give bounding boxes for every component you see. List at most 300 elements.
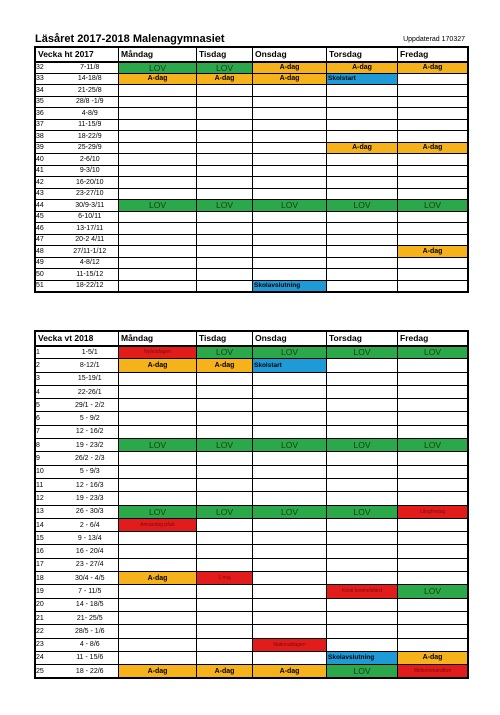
week-dates: 20-2 4/11 <box>62 234 119 246</box>
day-cell-empty <box>327 234 398 246</box>
day-cell-empty <box>119 269 197 281</box>
day-cell-empty <box>119 372 197 385</box>
table-row <box>36 598 468 611</box>
day-cell-empty <box>398 412 468 425</box>
table-row <box>36 246 468 258</box>
day-cell-empty <box>119 131 197 143</box>
day-cell-empty <box>119 85 197 97</box>
day-cell-empty <box>253 399 327 412</box>
week-number: 12 <box>36 492 62 505</box>
day-cell-empty <box>119 598 197 611</box>
day-cell-empty <box>398 154 468 166</box>
week-number: 24 <box>36 651 62 664</box>
week-number: 32 <box>36 62 62 74</box>
week-dates: 30/4 - 4/5 <box>62 572 119 585</box>
day-cell-a: A-dag <box>398 62 468 74</box>
table-row <box>36 425 468 438</box>
day-cell-empty <box>398 131 468 143</box>
day-cell-empty <box>253 85 327 97</box>
week-number: 46 <box>36 223 62 235</box>
day-cell-empty <box>197 465 253 478</box>
day-cell-empty <box>398 359 468 372</box>
week-dates: 16-20/10 <box>62 177 119 189</box>
day-cell-empty <box>327 131 398 143</box>
table-row <box>36 545 468 558</box>
week-dates: 23 - 27/4 <box>62 558 119 571</box>
day-cell-lov: LOV <box>197 505 253 518</box>
week-dates: 14-18/8 <box>62 73 119 85</box>
table-row <box>36 200 468 212</box>
table-row <box>36 412 468 425</box>
day-cell-empty <box>253 154 327 166</box>
day-cell-r: Nyårsdagen <box>119 346 197 359</box>
week-dates: 9-3/10 <box>62 165 119 177</box>
table-header-row <box>36 48 468 62</box>
day-cell-empty <box>119 211 197 223</box>
day-cell-empty <box>253 412 327 425</box>
day-cell-empty <box>327 545 398 558</box>
day-cell-empty <box>119 96 197 108</box>
day-cell-lov: LOV <box>253 439 327 452</box>
day-cell-empty <box>197 518 253 531</box>
week-number: 38 <box>36 131 62 143</box>
week-dates: 30/9-3/11 <box>62 200 119 212</box>
day-cell-lov: LOV <box>119 505 197 518</box>
week-dates: 11-15/12 <box>62 269 119 281</box>
week-number: 17 <box>36 558 62 571</box>
day-cell-lov: LOV <box>197 62 253 74</box>
day-cell-r: Långfredag <box>398 505 468 518</box>
week-number: 22 <box>36 625 62 638</box>
table-row <box>36 572 468 585</box>
week-number: 43 <box>36 188 62 200</box>
day-cell-empty <box>398 211 468 223</box>
day-cell-empty <box>197 585 253 598</box>
day-cell-empty <box>398 188 468 200</box>
table-row <box>36 518 468 531</box>
table-row <box>36 85 468 97</box>
day-cell-empty <box>327 412 398 425</box>
day-cell-empty <box>253 385 327 398</box>
day-cell-lov: LOV <box>253 200 327 212</box>
table-row <box>36 165 468 177</box>
day-cell-empty <box>119 478 197 491</box>
week-dates: 4-8/9 <box>62 108 119 120</box>
day-cell-empty <box>197 412 253 425</box>
column-header-day: Måndag <box>119 48 197 62</box>
table-row <box>36 119 468 131</box>
table-row <box>36 372 468 385</box>
day-cell-a: A-dag <box>327 62 398 74</box>
day-cell-empty <box>197 638 253 651</box>
day-cell-a: A-dag <box>119 73 197 85</box>
week-number: 25 <box>36 665 62 678</box>
day-cell-empty <box>119 188 197 200</box>
day-cell-empty <box>197 234 253 246</box>
day-cell-empty <box>197 651 253 664</box>
column-header-day: Torsdag <box>327 332 398 346</box>
day-cell-empty <box>253 96 327 108</box>
column-header-day: Fredag <box>398 332 468 346</box>
day-cell-empty <box>253 598 327 611</box>
day-cell-empty <box>327 257 398 269</box>
day-cell-empty <box>253 532 327 545</box>
day-cell-lov: LOV <box>398 346 468 359</box>
day-cell-r: Kristi himmelsfärd <box>327 585 398 598</box>
day-cell-lov: LOV <box>197 439 253 452</box>
week-number: 51 <box>36 280 62 292</box>
day-cell-empty <box>253 465 327 478</box>
table-row <box>36 346 468 359</box>
day-cell-empty <box>398 572 468 585</box>
week-number: 10 <box>36 465 62 478</box>
day-cell-empty <box>327 638 398 651</box>
column-header-day: Måndag <box>119 332 197 346</box>
day-cell-empty <box>119 177 197 189</box>
table-row <box>36 505 468 518</box>
day-cell-lov: LOV <box>197 346 253 359</box>
day-cell-empty <box>398 108 468 120</box>
table-row <box>36 131 468 143</box>
day-cell-a: A-dag <box>253 665 327 678</box>
day-cell-empty <box>327 108 398 120</box>
day-cell-empty <box>119 492 197 505</box>
day-cell-empty <box>119 154 197 166</box>
week-number: 40 <box>36 154 62 166</box>
day-cell-empty <box>253 572 327 585</box>
day-cell-empty <box>327 85 398 97</box>
day-cell-empty <box>327 598 398 611</box>
day-cell-empty <box>197 598 253 611</box>
week-number: 16 <box>36 545 62 558</box>
week-number: 39 <box>36 142 62 154</box>
day-cell-lov: LOV <box>398 439 468 452</box>
day-cell-empty <box>197 119 253 131</box>
day-cell-empty <box>197 425 253 438</box>
day-cell-empty <box>398 478 468 491</box>
day-cell-empty <box>197 492 253 505</box>
week-number: 4 <box>36 385 62 398</box>
week-dates: 2 - 6/4 <box>62 518 119 531</box>
day-cell-empty <box>398 452 468 465</box>
week-dates: 6-10/11 <box>62 211 119 223</box>
day-cell-lov: LOV <box>253 505 327 518</box>
day-cell-empty <box>327 492 398 505</box>
day-cell-empty <box>253 234 327 246</box>
day-cell-a: A-dag <box>119 665 197 678</box>
day-cell-empty <box>327 223 398 235</box>
day-cell-empty <box>327 625 398 638</box>
week-number: 49 <box>36 257 62 269</box>
day-cell-lov: LOV <box>327 439 398 452</box>
day-cell-empty <box>253 425 327 438</box>
day-cell-empty <box>197 385 253 398</box>
day-cell-empty <box>253 269 327 281</box>
day-cell-empty <box>398 399 468 412</box>
week-number: 9 <box>36 452 62 465</box>
day-cell-empty <box>197 85 253 97</box>
day-cell-empty <box>327 385 398 398</box>
column-header-day: Torsdag <box>327 48 398 62</box>
day-cell-b: Skolavslutning <box>327 651 398 664</box>
day-cell-empty <box>327 211 398 223</box>
column-header-day: Tisdag <box>197 48 253 62</box>
table-row <box>36 638 468 651</box>
schedule-table-spring <box>35 331 468 678</box>
table-row <box>36 665 468 678</box>
table-row <box>36 73 468 85</box>
week-dates: 5 - 9/2 <box>62 412 119 425</box>
week-dates: 4-8/12 <box>62 257 119 269</box>
week-dates: 1-5/1 <box>62 346 119 359</box>
day-cell-b: Skolavslutning <box>253 280 327 292</box>
day-cell-lov: LOV <box>327 200 398 212</box>
day-cell-empty <box>197 131 253 143</box>
table-row <box>36 399 468 412</box>
week-number: 5 <box>36 399 62 412</box>
day-cell-empty <box>253 177 327 189</box>
day-cell-empty <box>197 532 253 545</box>
week-number: 47 <box>36 234 62 246</box>
week-dates: 21-25/8 <box>62 85 119 97</box>
day-cell-empty <box>119 223 197 235</box>
day-cell-empty <box>119 399 197 412</box>
day-cell-empty <box>197 108 253 120</box>
day-cell-empty <box>119 585 197 598</box>
day-cell-empty <box>327 611 398 624</box>
table-row <box>36 558 468 571</box>
table-row <box>36 234 468 246</box>
day-cell-lov: LOV <box>119 62 197 74</box>
week-number: 15 <box>36 532 62 545</box>
week-dates: 11 - 15/6 <box>62 651 119 664</box>
week-number: 6 <box>36 412 62 425</box>
day-cell-empty <box>327 452 398 465</box>
table-row <box>36 96 468 108</box>
day-cell-a: A-dag <box>253 62 327 74</box>
day-cell-empty <box>253 131 327 143</box>
week-dates: 22-26/1 <box>62 385 119 398</box>
day-cell-a: A-dag <box>327 142 398 154</box>
week-dates: 25-29/9 <box>62 142 119 154</box>
day-cell-empty <box>398 96 468 108</box>
day-cell-lov: LOV <box>398 585 468 598</box>
schedule-table-autumn <box>35 47 468 292</box>
day-cell-empty <box>398 223 468 235</box>
day-cell-empty <box>327 465 398 478</box>
day-cell-empty <box>327 572 398 585</box>
week-dates: 14 - 18/5 <box>62 598 119 611</box>
week-dates: 4 - 8/6 <box>62 638 119 651</box>
day-cell-r: Midsommarafton <box>398 665 468 678</box>
day-cell-empty <box>327 518 398 531</box>
day-cell-lov: LOV <box>327 505 398 518</box>
week-dates: 23-27/10 <box>62 188 119 200</box>
column-header-week: Vecka vt 2018 <box>36 332 119 346</box>
table-row <box>36 62 468 74</box>
week-number: 45 <box>36 211 62 223</box>
day-cell-empty <box>197 142 253 154</box>
day-cell-empty <box>197 223 253 235</box>
day-cell-empty <box>197 372 253 385</box>
table-row <box>36 257 468 269</box>
day-cell-empty <box>398 518 468 531</box>
day-cell-empty <box>398 638 468 651</box>
day-cell-a: A-dag <box>398 246 468 258</box>
week-dates: 2-6/10 <box>62 154 119 166</box>
week-dates: 26/2 - 2/3 <box>62 452 119 465</box>
week-number: 41 <box>36 165 62 177</box>
table-row <box>36 177 468 189</box>
day-cell-a: A-dag <box>197 73 253 85</box>
week-number: 18 <box>36 572 62 585</box>
day-cell-empty <box>398 165 468 177</box>
week-number: 20 <box>36 598 62 611</box>
week-dates: 18-22/12 <box>62 280 119 292</box>
week-dates: 12 - 16/3 <box>62 478 119 491</box>
day-cell-empty <box>253 119 327 131</box>
day-cell-empty <box>197 165 253 177</box>
day-cell-empty <box>398 425 468 438</box>
day-cell-empty <box>253 188 327 200</box>
day-cell-empty <box>253 651 327 664</box>
day-cell-lov: LOV <box>398 200 468 212</box>
day-cell-empty <box>253 108 327 120</box>
week-number: 36 <box>36 108 62 120</box>
week-number: 1 <box>36 346 62 359</box>
column-header-day: Tisdag <box>197 332 253 346</box>
day-cell-empty <box>253 257 327 269</box>
week-dates: 29/1 - 2/2 <box>62 399 119 412</box>
week-dates: 19 - 23/2 <box>62 439 119 452</box>
day-cell-b: Skolstart <box>253 359 327 372</box>
week-number: 37 <box>36 119 62 131</box>
week-dates: 11-15/9 <box>62 119 119 131</box>
day-cell-empty <box>253 452 327 465</box>
table-row <box>36 269 468 281</box>
week-dates: 16 - 20/4 <box>62 545 119 558</box>
week-number: 2 <box>36 359 62 372</box>
day-cell-empty <box>327 359 398 372</box>
column-header-day: Fredag <box>398 48 468 62</box>
day-cell-a: A-dag <box>119 572 197 585</box>
week-number: 21 <box>36 611 62 624</box>
table-row <box>36 478 468 491</box>
week-dates: 15-19/1 <box>62 372 119 385</box>
day-cell-empty <box>327 119 398 131</box>
week-dates: 26 - 30/3 <box>62 505 119 518</box>
day-cell-empty <box>253 246 327 258</box>
day-cell-empty <box>327 246 398 258</box>
day-cell-empty <box>398 280 468 292</box>
day-cell-lov: LOV <box>327 346 398 359</box>
day-cell-empty <box>398 73 468 85</box>
day-cell-empty <box>253 611 327 624</box>
day-cell-empty <box>398 177 468 189</box>
day-cell-empty <box>327 425 398 438</box>
day-cell-empty <box>398 611 468 624</box>
day-cell-empty <box>398 269 468 281</box>
table-row <box>36 188 468 200</box>
column-header-week: Vecka ht 2017 <box>36 48 119 62</box>
day-cell-empty <box>253 211 327 223</box>
day-cell-lov: LOV <box>119 439 197 452</box>
day-cell-empty <box>119 246 197 258</box>
day-cell-empty <box>398 234 468 246</box>
day-cell-empty <box>119 532 197 545</box>
day-cell-empty <box>197 611 253 624</box>
day-cell-empty <box>253 372 327 385</box>
week-number: 19 <box>36 585 62 598</box>
week-number: 14 <box>36 518 62 531</box>
table-row <box>36 359 468 372</box>
week-number: 8 <box>36 439 62 452</box>
day-cell-empty <box>197 257 253 269</box>
day-cell-empty <box>253 142 327 154</box>
week-dates: 13-17/11 <box>62 223 119 235</box>
day-cell-empty <box>119 257 197 269</box>
day-cell-r: Nationaldagen <box>253 638 327 651</box>
day-cell-a: A-dag <box>398 142 468 154</box>
day-cell-empty <box>253 518 327 531</box>
day-cell-empty <box>197 269 253 281</box>
day-cell-empty <box>197 96 253 108</box>
week-dates: 9 - 13/4 <box>62 532 119 545</box>
day-cell-empty <box>398 465 468 478</box>
day-cell-lov: LOV <box>327 665 398 678</box>
column-header-day: Onsdag <box>253 48 327 62</box>
week-dates: 7 - 11/5 <box>62 585 119 598</box>
page-header <box>35 33 465 47</box>
day-cell-empty <box>398 492 468 505</box>
day-cell-empty <box>119 165 197 177</box>
day-cell-lov: LOV <box>197 200 253 212</box>
week-dates: 19 - 23/3 <box>62 492 119 505</box>
week-number: 48 <box>36 246 62 258</box>
table-row <box>36 108 468 120</box>
week-number: 11 <box>36 478 62 491</box>
day-cell-empty <box>327 280 398 292</box>
updated-note: Uppdaterad 170327 <box>403 36 465 43</box>
day-cell-empty <box>119 651 197 664</box>
table-row <box>36 611 468 624</box>
day-cell-a: A-dag <box>398 651 468 664</box>
day-cell-empty <box>119 119 197 131</box>
week-dates: 28/5 - 1/6 <box>62 625 119 638</box>
day-cell-empty <box>119 465 197 478</box>
day-cell-empty <box>119 625 197 638</box>
day-cell-b: Skolstart <box>327 73 398 85</box>
day-cell-empty <box>327 372 398 385</box>
day-cell-empty <box>119 558 197 571</box>
day-cell-empty <box>197 211 253 223</box>
week-dates: 12 - 16/2 <box>62 425 119 438</box>
day-cell-empty <box>119 611 197 624</box>
table-row <box>36 492 468 505</box>
day-cell-empty <box>398 625 468 638</box>
day-cell-empty <box>197 280 253 292</box>
day-cell-empty <box>398 598 468 611</box>
table-row <box>36 452 468 465</box>
day-cell-empty <box>119 234 197 246</box>
day-cell-empty <box>197 625 253 638</box>
day-cell-empty <box>327 188 398 200</box>
day-cell-empty <box>398 257 468 269</box>
day-cell-empty <box>197 558 253 571</box>
table-row <box>36 142 468 154</box>
day-cell-empty <box>197 399 253 412</box>
day-cell-empty <box>398 545 468 558</box>
